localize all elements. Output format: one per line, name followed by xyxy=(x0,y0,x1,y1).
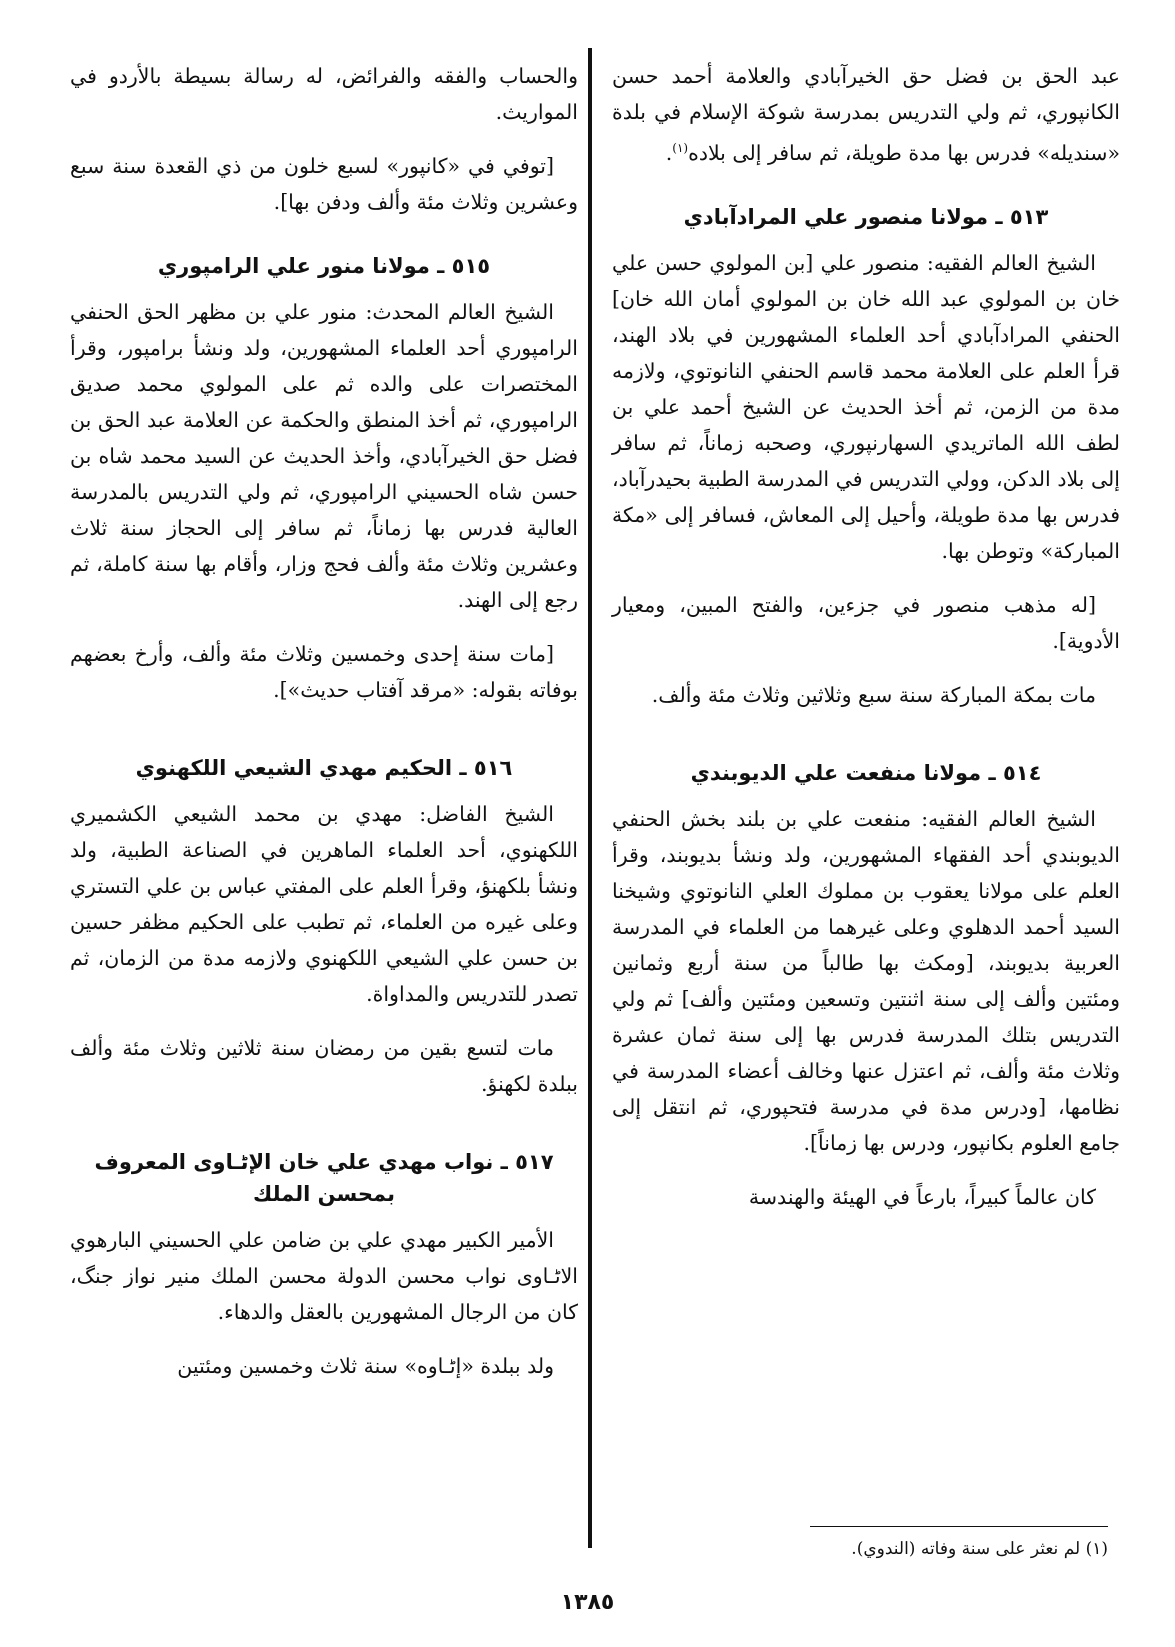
page-number: ١٣٨٥ xyxy=(560,1590,615,1615)
entry-517-heading: ٥١٧ ـ نواب مهدي علي خان الإٹـاوى المعروف بمحسن الملك xyxy=(94,1150,554,1206)
right-column xyxy=(612,58,1120,1233)
entry-517-birth: ولد ببلدة «إٹـاوه» سنة ثلاث وخمسين ومئتين xyxy=(177,1354,554,1378)
entry-514-description: كان عالماً كبيراً، بارعاً في الهيئة والهندسة xyxy=(748,1184,1096,1209)
entry-513-biography: الشيخ العالم الفقيه: منصور علي [بن المولوي حسن علي خان بن المولوي عبد الله خان بن المولوي أمان الله خان] الحنفي المرادآبادي أحد العلماء المشهورين في بلاد الهند، قرأ العلم على العلامة محمد قاسم الحنفي النانوتوي، ولازمه مدة من الزمن، ثم أخذ الحديث عن الشيخ أحمد علي بن لطف الله الماتريدي السهارنپوري، وصحبه زماناً، ثم سافر إلى بلاد الدكن، وولي التدريس في المدرسة الطبية بحيدرآباد، فدرس بها مدة طويلة، وأحيل إلى المعاش، فسافر إلى «مكة المباركة» وتوطن بها. xyxy=(612,250,1120,563)
footnote-rule xyxy=(810,1526,1108,1527)
entry-515-death: [مات سنة إحدى وخمسين وثلاث مئة وألف، وأرخ بعضهم بوفاته بقوله: «مرقد آفتاب حديث»]. xyxy=(70,642,578,702)
footnote-reference: (١) xyxy=(672,141,689,155)
entry-515-heading: ٥١٥ ـ مولانا منور علي الرامپوري xyxy=(157,254,491,278)
entry-514-death: [توفي في «كانپور» لسبع خلون من ذي القعدة سنة سبع وعشرين وثلاث مئة وألف ودفن بها]. xyxy=(70,154,578,214)
entry-513-death: مات بمكة المباركة سنة سبع وثلاثين وثلاث مئة وألف. xyxy=(651,682,1096,707)
entry-514-heading: ٥١٤ ـ مولانا منفعت علي الديوبندي xyxy=(690,760,1042,785)
column-divider xyxy=(588,48,592,1548)
entry-514-continuation: والحساب والفقه والفرائض، له رسالة بسيطة بالأردو في المواريث. xyxy=(70,64,578,124)
entry-516-death: مات لتسع بقين من رمضان سنة ثلاثين وثلاث مئة وألف ببلدة لكهنؤ. xyxy=(70,1036,578,1096)
entry-513-heading: ٥١٣ ـ مولانا منصور علي المرادآبادي xyxy=(683,204,1049,229)
entry-516-biography: الشيخ الفاضل: مهدي بن محمد الشيعي الكشميري اللكهنوي، أحد العلماء الماهرين في الصناعة الطبية، ولد ونشأ بلكهنؤ، وقرأ العلم على المفتي عباس بن علي التستري وعلى غيره من العلماء، ثم تطبب على الحكيم مظفر حسين بن حسن علي الشيعي اللكهنوي ولازمه مدة من الزمان، ثم تصدر للتدريس والمداواة. xyxy=(70,802,578,1006)
entry-513-works: [له مذهب منصور في جزءين، والفتح المبين، ومعيار الأدوية]. xyxy=(612,592,1120,653)
entry-514-biography: الشيخ العالم الفقيه: منفعت علي بن بلند بخش الحنفي الديوبندي أحد الفقهاء المشهورين، ولد ونشأ بديوبند، وقرأ العلم على مولانا يعقوب بن مملوك العلي النانوتوي وشيخنا السيد أحمد الدهلوي وعلى غيرهما من العلماء في المدرسة العربية بديوبند، [ومكث بها طالباً من سنة أربع وثمانين ومئتين وألف إلى سنة اثنتين وتسعين ومئتين وألف] ثم ولي التدريس بتلك المدرسة فدرس بها إلى سنة ثمان عشرة وثلاث مئة وألف، ثم اعتزل عنها وخالف أعضاء المدرسة في نظامها، [ودرس مدة في مدرسة فتحپوري، ثم انتقل إلى جامع العلوم بكانپور، ودرس بها زماناً]. xyxy=(612,806,1120,1155)
intro-paragraph: عبد الحق بن فضل حق الخيرآبادي والعلامة أحمد حسن الكانپوري، ثم ولي التدريس بمدرسة شوكة الإسلام في بلدة «سنديله» فدرس بها مدة طويلة، ثم سافر إلى بلاده$^{(١)}$. xyxy=(612,64,1120,165)
entry-517-biography: الأمير الكبير مهدي علي بن ضامن علي الحسيني البارهوي الاٹـاوى نواب محسن الدولة محسن الملك منير نواز جنگ، كان من الرجال المشهورين بالعقل والدهاء. xyxy=(70,1228,578,1324)
left-column xyxy=(70,58,578,1402)
entry-515-biography: الشيخ العالم المحدث: منور علي بن مظهر الحق الحنفي الرامپوري أحد العلماء المشهورين، ولد ونشأ برامپور، وقرأ المختصرات على والده ثم على المولوي محمد صديق الرامپوري، ثم أخذ المنطق والحكمة عن العلامة عبد الحق بن فضل حق الخيرآبادي، وأخذ الحديث عن السيد محمد شاه بن حسن شاه الحسيني الرامپوري، ثم ولي التدريس بالمدرسة العالية فدرس بها زماناً، ثم سافر إلى الحجاز سنة ثلاث وعشرين وثلاث مئة وألف فحج وزار، وأقام بها سنة كاملة، ثم رجع إلى الهند. xyxy=(70,300,578,612)
entry-516-heading: ٥١٦ ـ الحكيم مهدي الشيعي اللكهنوي xyxy=(135,756,513,780)
footnote: (١) لم نعثر على سنة وفاته (الندوي). xyxy=(851,1539,1108,1559)
